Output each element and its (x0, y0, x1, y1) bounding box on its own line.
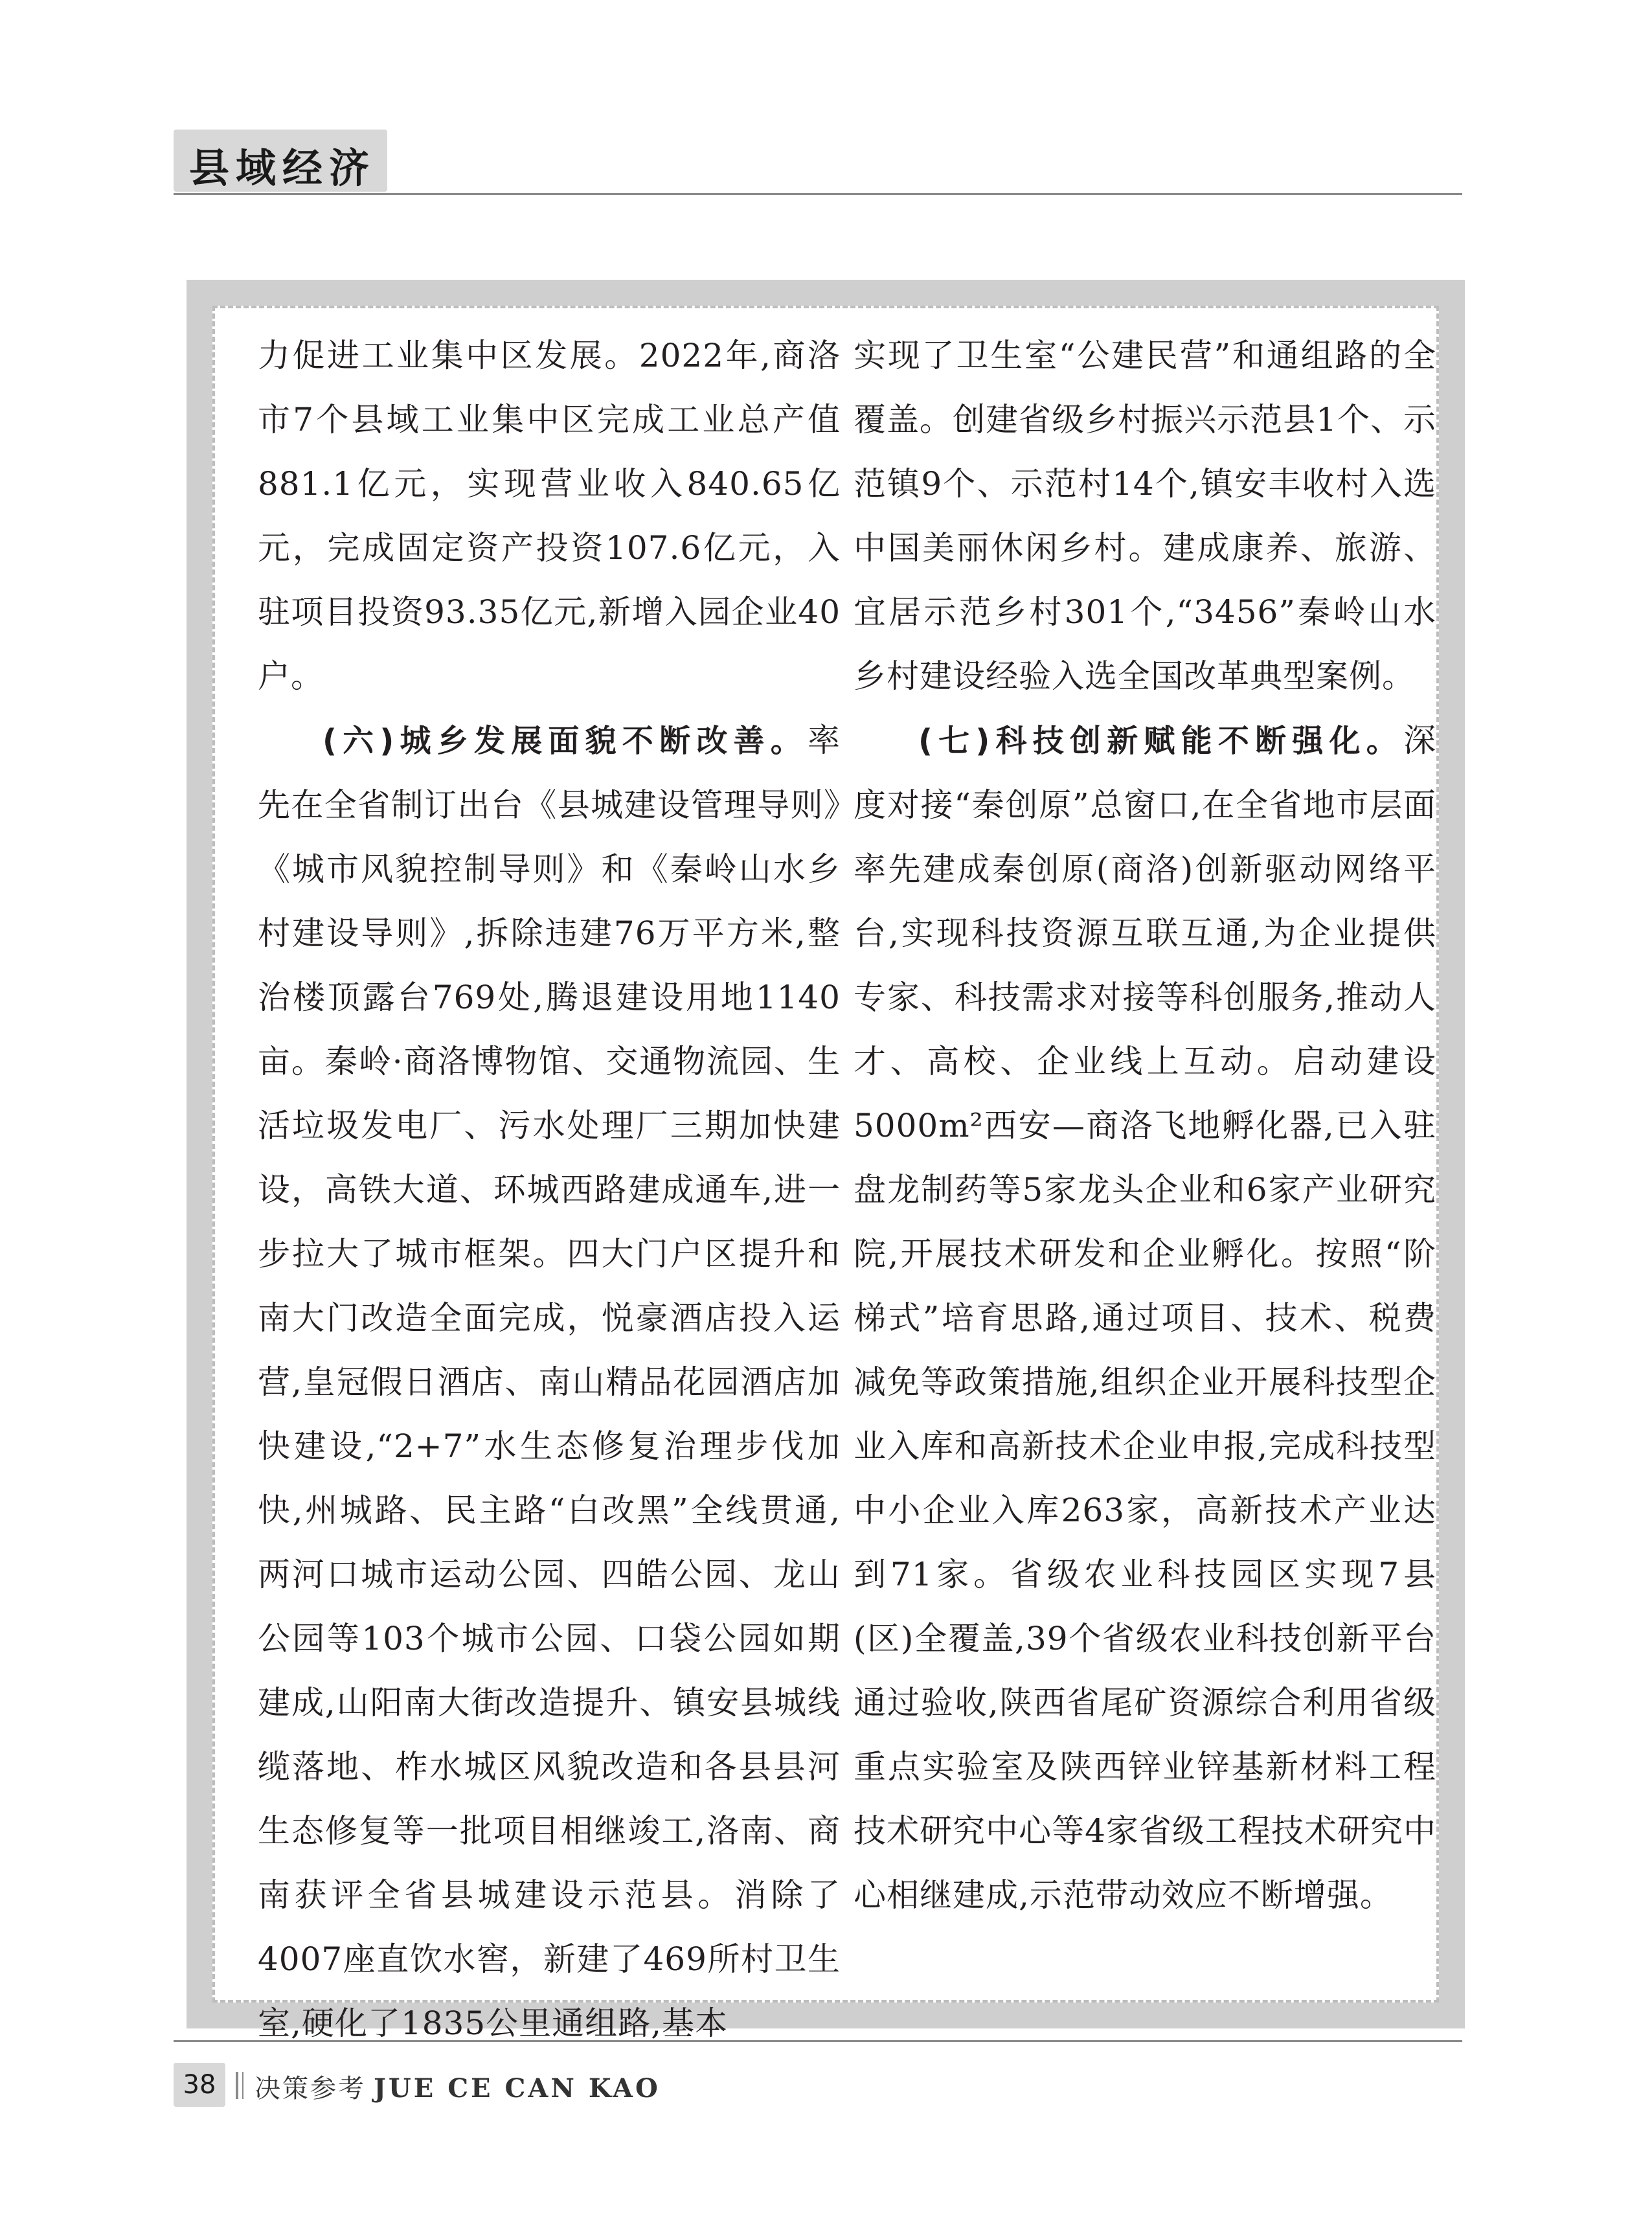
page-number: 38 (174, 2063, 225, 2107)
page-footer (174, 2063, 951, 2108)
journal-title-cn: 决策参考 (255, 2074, 366, 2104)
right-column (854, 324, 1436, 1927)
footer-divider (236, 2072, 238, 2099)
subheading-seven: (七)科技创新赋能不断强化。 (918, 723, 1403, 759)
paragraph-urban-rural (258, 709, 841, 2056)
left-column (258, 324, 841, 2056)
journal-title-latin: JUE CE CAN KAO (374, 2073, 661, 2104)
journal-title (255, 2068, 661, 2105)
paragraph-rural-coverage: 实现了卫生室“公建民营”和通组路的全覆盖。创建省级乡村振兴示范县1个、示范镇9个、示范村14个,镇安丰收村入选中国美丽休闲乡村。建成康养、旅游、宜居示范乡村301个,“3456”秦岭山水乡村建设经验入选全国改革典型案例。 (854, 337, 1436, 695)
paragraph-tech-innovation (854, 709, 1436, 1927)
section-label-text: 县域经济 (189, 144, 376, 192)
paragraph-urban-rural-body: 率先在全省制订出台《县城建设管理导则》《城市风貌控制导则》和《秦岭山水乡村建设导则》,拆除违建76万平方米,整治楼顶露台769处,腾退建设用地1140亩。秦岭·商洛博物馆、交通物流园、生活垃圾发电厂、污水处理厂三期加快建设，高铁大道、环城西路建成通车,进一步拉大了城市框架。四大门户区提升和南大门改造全面完成，悦豪酒店投入运营,皇冠假日酒店、南山精品花园酒店加快建设,“2+7”水生态修复治理步伐加快,州城路、民主路“白改黑”全线贯通,两河口城市运动公园、四皓公园、龙山公园等103个城市公园、口袋公园如期建成,山阳南大街改造提升、镇安县城线缆落地、柞水城区风貌改造和各县县河生态修复等一批项目相继竣工,洛南、商南获评全省县城建设示范县。消除了4007座直饮水窖，新建了469所村卫生室,硬化了1835公里通组路,基本 (258, 721, 841, 2042)
footer-rule (174, 2040, 1462, 2042)
section-label (174, 130, 387, 192)
paragraph-industry: 力促进工业集中区发展。2022年,商洛市7个县域工业集中区完成工业总产值881.1亿元，实现营业收入840.65亿元，完成固定资产投资107.6亿元，入驻项目投资93.35亿元,新增入园企业40户。 (258, 337, 841, 695)
subheading-six: (六)城乡发展面貌不断改善。 (322, 723, 808, 759)
header-rule (174, 193, 1462, 195)
footer-divider-thin (242, 2072, 243, 2099)
paragraph-tech-innovation-body: 深度对接“秦创原”总窗口,在全省地市层面率先建成秦创原(商洛)创新驱动网络平台,实现科技资源互联互通,为企业提供专家、科技需求对接等科创服务,推动人才、高校、企业线上互动。启动建设5000m²西安—商洛飞地孵化器,已入驻盘龙制药等5家龙头企业和6家产业研究院,开展技术研发和企业孵化。按照“阶梯式”培育思路,通过项目、技术、税费减免等政策措施,组织企业开展科技型企业入库和高新技术企业申报,完成科技型中小企业入库263家，高新技术产业达到71家。省级农业科技园区实现7县(区)全覆盖,39个省级农业科技创新平台通过验收,陕西省尾矿资源综合利用省级重点实验室及陕西锌业锌基新材料工程技术研究中心等4家省级工程技术研究中心相继建成,示范带动效应不断增强。 (854, 721, 1436, 1914)
